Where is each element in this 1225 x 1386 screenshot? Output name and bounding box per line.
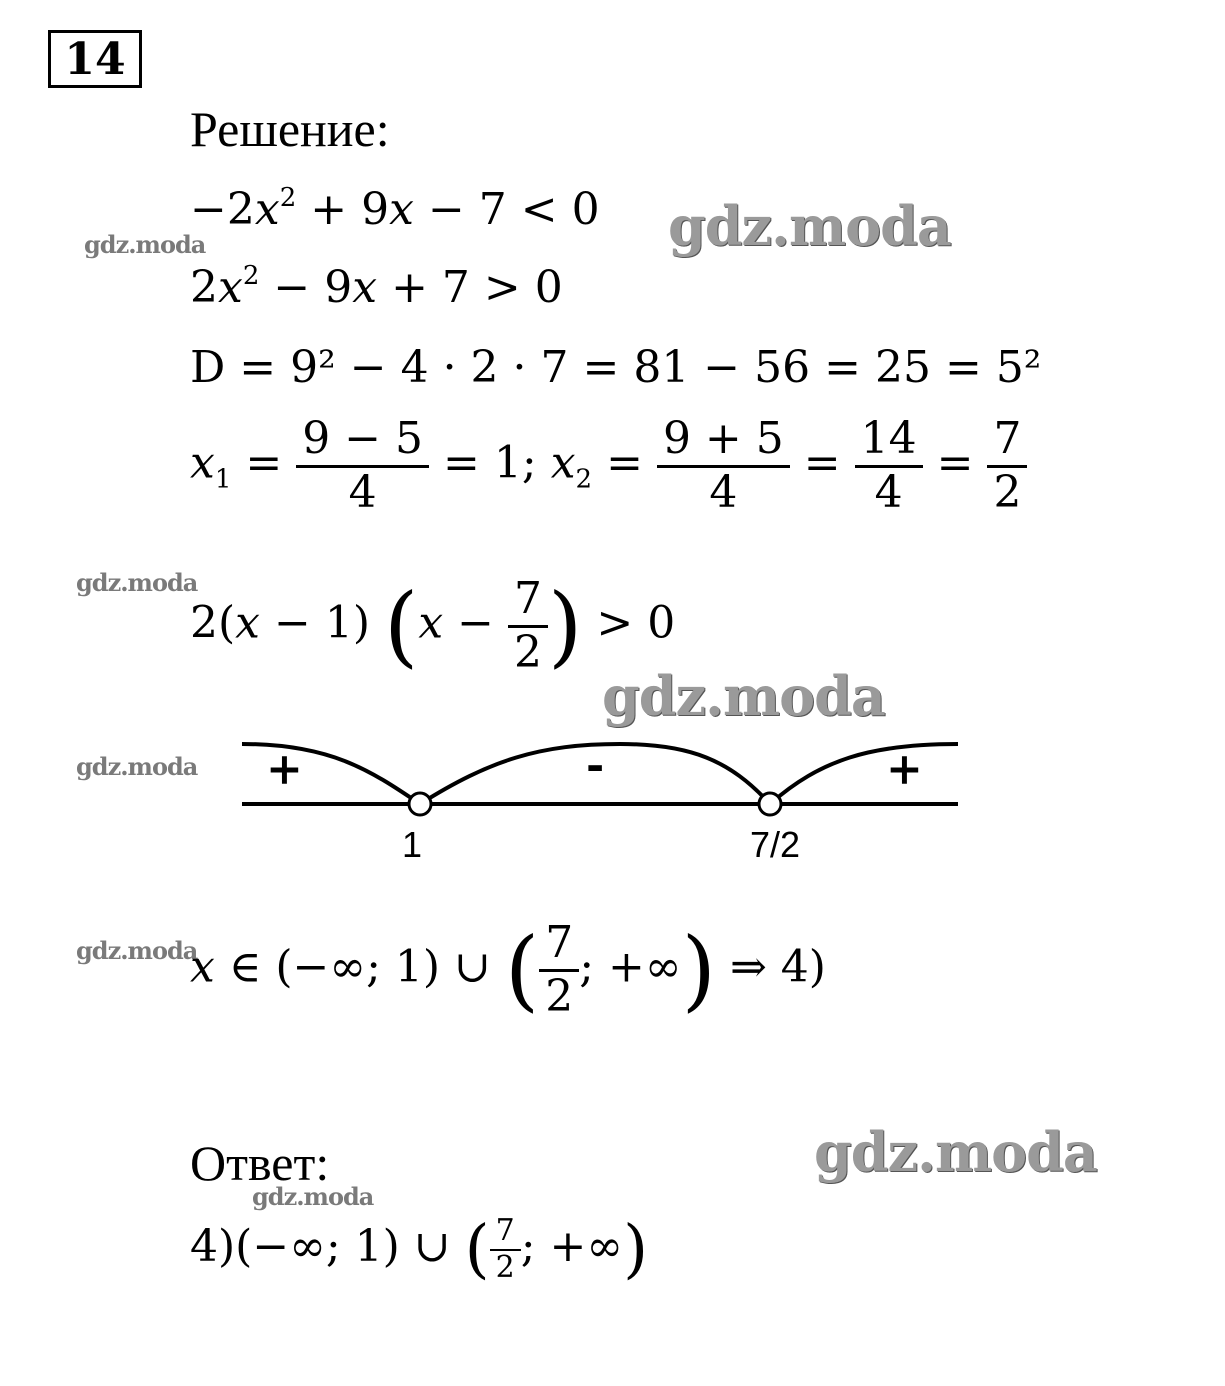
- factored-inequality: 2(x − 1) (x − $\frac{7}{2}$ ) > 0: [190, 573, 676, 678]
- fraction-factor: [508, 574, 548, 678]
- open-point: [759, 793, 781, 815]
- fraction-x1: [296, 414, 429, 518]
- term: ∈ (−∞; 1) ∪: [228, 941, 491, 993]
- paren-open: (: [464, 1212, 490, 1287]
- fraction-numerator: 7: [514, 573, 543, 624]
- fraction-denominator: 2: [490, 1249, 521, 1286]
- paren-open: (: [384, 574, 419, 678]
- watermark: gdz.moda: [84, 230, 206, 259]
- roots-line: $x_1$ = $\frac{9 - 5}{4}$ = 1; $x_2$ = $\frac{9 + 5}{4}$ = $\frac{14}{4}$ = $\frac{7}{2}$: [190, 414, 1027, 518]
- paren-close: ): [548, 574, 583, 678]
- solution-interval: [190, 918, 826, 1022]
- sign-plus: +: [266, 744, 303, 795]
- term: ; +∞: [579, 941, 682, 993]
- term: > 0: [596, 597, 676, 649]
- fraction-x2-simplified: [855, 414, 923, 518]
- fraction-numerator: 9 − 5: [302, 413, 424, 464]
- fraction-numerator: 7: [495, 1213, 515, 1248]
- variable: x: [254, 184, 280, 235]
- watermark: gdz.moda: [76, 752, 198, 781]
- term: − 9: [273, 262, 353, 313]
- solution-heading: Решение:: [190, 101, 390, 157]
- watermark: gdz.moda: [252, 1182, 374, 1211]
- term: + 9: [310, 184, 390, 235]
- fraction-numerator: 9 + 5: [662, 413, 784, 464]
- term: + 7 > 0: [391, 262, 563, 313]
- variable: x: [389, 184, 414, 235]
- point-label: 7/2: [750, 824, 801, 865]
- term: 4)(−∞; 1) ∪: [190, 1221, 451, 1272]
- paren-close: ): [681, 918, 716, 1022]
- fraction-denominator: 2: [508, 625, 548, 679]
- fraction-answer: [490, 1214, 521, 1285]
- variable: x: [190, 941, 215, 993]
- answer-value: [190, 1214, 648, 1285]
- fraction-interval: [539, 918, 579, 1022]
- variable: x: [418, 597, 444, 649]
- fraction-numerator: 7: [545, 917, 574, 968]
- fraction-numerator: 14: [860, 413, 917, 464]
- fraction-denominator: 4: [296, 465, 429, 519]
- watermark: gdz.moda: [814, 1120, 1097, 1184]
- term: ⇒ 4): [729, 941, 826, 993]
- fraction-x2-final: [987, 414, 1027, 518]
- fraction-denominator: 4: [657, 465, 790, 519]
- variable: x: [352, 262, 378, 313]
- sign-minus: -: [586, 740, 605, 791]
- watermark: gdz.moda: [602, 664, 885, 728]
- term: 2: [190, 262, 218, 313]
- variable: x: [550, 437, 576, 489]
- paren-close: ): [623, 1212, 649, 1287]
- watermark: gdz.moda: [76, 568, 198, 597]
- term: 2(: [190, 597, 236, 649]
- sign-plus: +: [886, 744, 923, 795]
- root-value: = 1;: [443, 437, 537, 489]
- point-label: 1: [402, 824, 423, 865]
- variable: x: [218, 262, 243, 313]
- paren-open: (: [504, 918, 540, 1022]
- fraction-denominator: 2: [539, 969, 579, 1023]
- inequality-original: $-2x^2 + 9x - 7 < 0$: [190, 183, 600, 235]
- open-point: [409, 793, 431, 815]
- term: − 7 < 0: [427, 184, 600, 235]
- variable: x: [235, 597, 260, 649]
- inequality-normalized: $2x^2 - 9x + 7 > 0$: [190, 261, 563, 313]
- discriminant-line: D = 9² − 4 · 2 · 7 = 81 − 56 = 25 = 5²: [190, 342, 1042, 393]
- problem-number: 14: [48, 30, 142, 88]
- answer-heading: Ответ:: [190, 1135, 330, 1191]
- variable: x: [190, 437, 215, 489]
- fraction-x2: [657, 414, 790, 518]
- term: −2: [190, 184, 255, 235]
- term: − 1): [274, 597, 371, 649]
- watermark: gdz.moda: [76, 936, 198, 965]
- fraction-denominator: 2: [987, 465, 1027, 519]
- sign-arc: [770, 744, 958, 804]
- term: ; +∞: [520, 1221, 624, 1272]
- fraction-denominator: 4: [855, 465, 923, 519]
- watermark: gdz.moda: [668, 194, 951, 258]
- fraction-numerator: 7: [993, 413, 1022, 464]
